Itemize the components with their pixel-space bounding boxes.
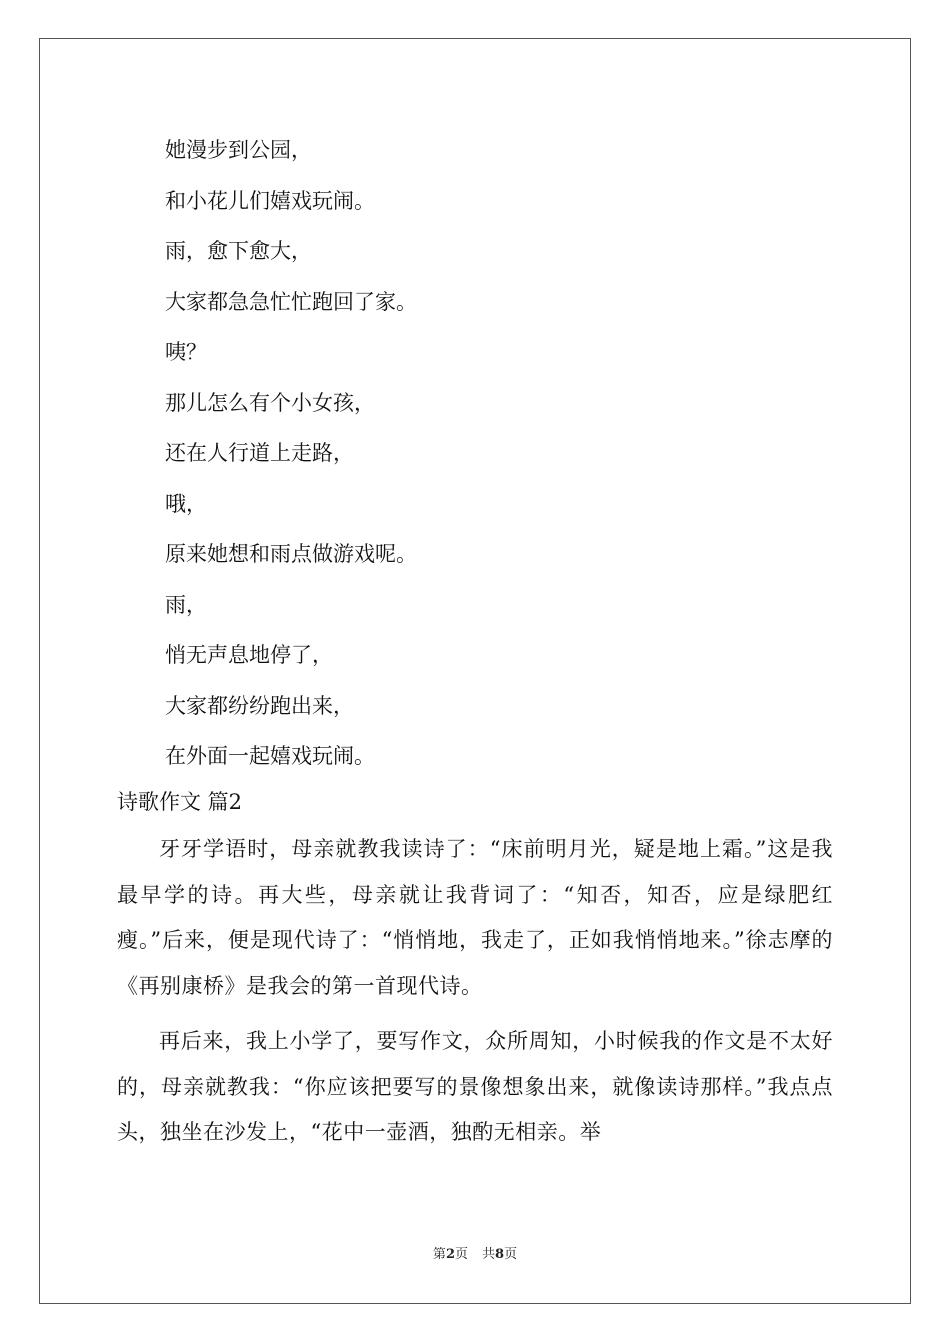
poem-line: 咦？ xyxy=(165,340,207,364)
poem-line: 在外面一起嬉戏玩闹。 xyxy=(165,744,375,768)
poem-line: 哦， xyxy=(165,491,207,516)
poem-line: 雨， xyxy=(165,592,207,617)
paragraph: 牙牙学语时，母亲就教我读诗了：“床前明月光，疑是地上霜。”这是我最早学的诗。再大些，母亲就让我背词了：“知否，知否，应是绿肥红瘦。”后来，便是现代诗了：“悄悄地，我走了，正如我悄悄地来。”徐志摩的《再别康桥》是我会的第一首现代诗。 xyxy=(117,837,833,998)
page-number: 2 xyxy=(445,1247,455,1262)
poem-line: 大家都纷纷跑出来， xyxy=(165,693,354,718)
page-prefix: 第 xyxy=(432,1247,446,1262)
page-footer xyxy=(0,1245,950,1265)
poem-line: 和小花儿们嬉戏玩闹。 xyxy=(165,188,375,213)
total-prefix: 共 xyxy=(482,1247,496,1262)
poem-line: 还在人行道上走路， xyxy=(165,441,354,465)
poem-line: 原来她想和雨点做游戏呢。 xyxy=(165,542,417,566)
total-suffix: 页 xyxy=(504,1247,518,1262)
poem-line: 悄无声息地停了， xyxy=(165,643,333,667)
prose-block xyxy=(117,827,833,1166)
poem-line: 那儿怎么有个小女孩， xyxy=(165,390,375,415)
section-heading: 诗歌作文 篇2 xyxy=(117,790,243,814)
total-pages: 8 xyxy=(495,1247,505,1262)
paragraph: 再后来，我上小学了，要写作文，众所周知，小时候我的作文是不太好的，母亲就教我：“你应该把要写的景像想象出来，就像读诗那样。”我点点头，独坐在沙发上，“花中一壶酒，独酌无相亲。举 xyxy=(117,1029,833,1144)
poem-line: 大家都急急忙忙跑回了家。 xyxy=(165,289,417,314)
poem-line: 雨，愈下愈大， xyxy=(165,239,312,263)
poem-block xyxy=(165,130,845,787)
page-suffix: 页 xyxy=(454,1247,468,1262)
poem-line: 她漫步到公园， xyxy=(165,138,312,162)
